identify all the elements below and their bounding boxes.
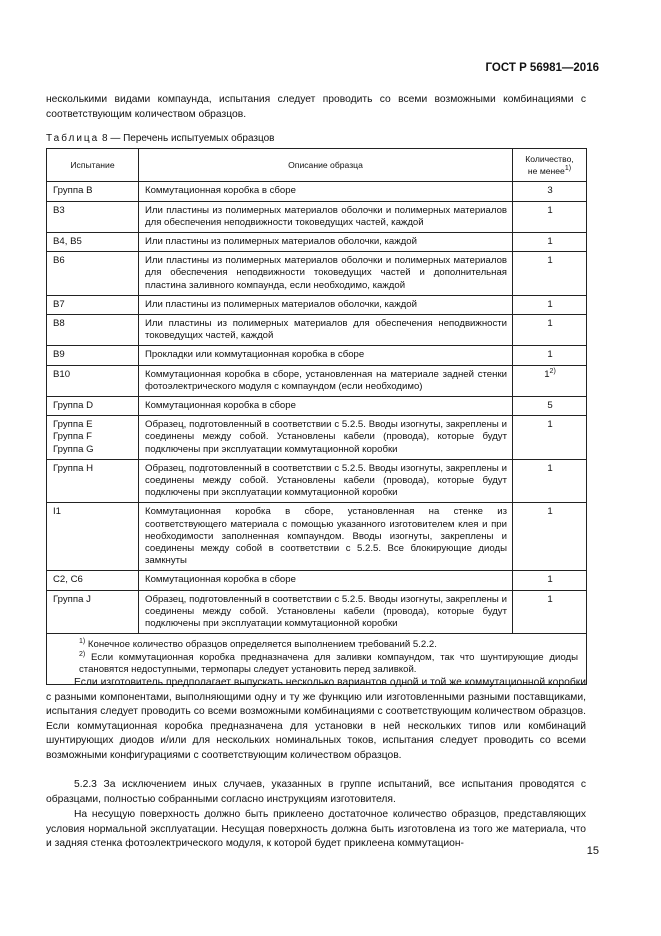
note-2 <box>55 652 578 677</box>
cell-quantity-value: 3 <box>547 185 553 197</box>
cell-description: Или пластины из полимерных материалов оболочки, каждой <box>139 233 513 252</box>
table-caption <box>46 133 274 144</box>
cell-test: C2, C6 <box>47 571 139 590</box>
table-row <box>47 201 587 232</box>
table-row <box>47 365 587 396</box>
cell-description: Коммутационная коробка в сборе <box>139 397 513 416</box>
cell-quantity <box>513 416 587 460</box>
cell-quantity <box>513 252 587 296</box>
cell-test: Группа J <box>47 590 139 634</box>
cell-description: Коммутационная коробка в сборе <box>139 571 513 590</box>
cell-quantity-value: 1 <box>547 255 553 267</box>
table-row <box>47 315 587 346</box>
table-row <box>47 346 587 365</box>
samples-table <box>46 148 587 685</box>
cell-test: B9 <box>47 346 139 365</box>
body-paragraph-2: 5.2.3 За исключением иных случаев, указанных в группе испытаний, все испытания проводятся с образцами, полностью собранными согласно инструкциям изготовителя. <box>46 779 586 805</box>
note-2-text: Если коммутационная коробка предназначена для заливки компаундом, так что шунтирующие диоды становятся недоступными, термопары следует установить перед заливкой. <box>79 651 578 676</box>
table-caption-text: 8 — Перечень испытуемых образцов <box>99 133 275 144</box>
header-quantity-line1: Количество, <box>525 154 574 164</box>
table-row <box>47 459 587 503</box>
cell-quantity-value: 1 <box>547 419 553 431</box>
header-quantity-footnote: 1) <box>564 165 572 173</box>
note-2-mark: 2) <box>79 650 86 658</box>
cell-description: Или пластины из полимерных материалов оболочки и полимерных материалов для обеспечения неподвижности токоведущих частей и дополнительная пластина заливного компаунда, если необходимо, каждой <box>139 252 513 296</box>
cell-quantity-value: 1 <box>547 574 553 586</box>
note-1-mark: 1) <box>79 638 86 646</box>
table-header-row <box>47 149 587 182</box>
cell-quantity-value: 1 <box>547 298 553 310</box>
cell-description: Или пластины из полимерных материалов для обеспечения неподвижности токоведущих частей, каждой <box>139 315 513 346</box>
cell-quantity-value: 1 <box>547 349 553 361</box>
cell-description: Коммутационная коробка в сборе <box>139 182 513 201</box>
header-quantity <box>513 149 587 182</box>
cell-quantity-value: 1 <box>547 318 553 330</box>
cell-quantity <box>513 346 587 365</box>
cell-test: B3 <box>47 201 139 232</box>
cell-test: Группа B <box>47 182 139 201</box>
table-row <box>47 397 587 416</box>
cell-test: B4, B5 <box>47 233 139 252</box>
cell-quantity <box>513 571 587 590</box>
table-row <box>47 233 587 252</box>
intro-paragraph: несколькими видами компаунда, испытания следует проводить со всеми возможными комбинациями с соответствующим количеством образцов. <box>46 94 586 120</box>
table-row <box>47 252 587 296</box>
table-row <box>47 571 587 590</box>
table-row <box>47 416 587 460</box>
cell-description: Коммутационная коробка в сборе, установленная на стенке из соответствующего материала с помощью указанного изготовителем клея и при необходимости заполненная компаундом. Вводы изогнуты, закреплены и соединены между собой в соответствии с 5.2.5. Все блокирующие диоды замкнуты <box>139 503 513 571</box>
cell-test: B6 <box>47 252 139 296</box>
cell-quantity-footnote: 2) <box>549 367 556 375</box>
standard-designation: ГОСТ Р 56981—2016 <box>485 62 599 74</box>
table-row <box>47 503 587 571</box>
cell-quantity <box>513 459 587 503</box>
cell-quantity <box>513 590 587 634</box>
cell-description: Или пластины из полимерных материалов оболочки, каждой <box>139 295 513 314</box>
header-test: Испытание <box>47 149 139 182</box>
cell-test: I1 <box>47 503 139 571</box>
cell-test: Группа D <box>47 397 139 416</box>
cell-quantity <box>513 201 587 232</box>
cell-quantity <box>513 365 587 396</box>
cell-quantity-value: 1 <box>547 506 553 518</box>
cell-quantity-value: 1 <box>547 593 553 605</box>
cell-test: Группа E Группа F Группа G <box>47 416 139 460</box>
cell-description: Коммутационная коробка в сборе, установленная на материале задней стенки фотоэлектрического модуля с компаундом (если необходимо) <box>139 365 513 396</box>
cell-quantity <box>513 503 587 571</box>
cell-quantity <box>513 233 587 252</box>
cell-quantity-value: 5 <box>547 400 553 412</box>
header-quantity-line2: не менее <box>527 166 565 177</box>
table-body <box>47 182 587 634</box>
page-number: 15 <box>586 845 599 857</box>
cell-quantity-value: 1 <box>547 236 553 248</box>
cell-quantity-value: 1 <box>547 462 553 474</box>
cell-description: Или пластины из полимерных материалов оболочки и полимерных материалов для обеспечения неподвижности токоведущих частей, каждой <box>139 201 513 232</box>
note-1 <box>55 639 578 651</box>
body-paragraph-1: Если изготовитель предполагает выпускать несколько вариантов одной и той же коммутационной коробки с разными компонентами, выполняющими одну и ту же функцию или изготовленными разными поставщиками, испытания следует проводить со всеми возможными комбинациями с соответствующим количеством образцов. Если коммутационная коробка предназначена для установки в ней нескольких типов или комбинаций шунтирующих диодов и/или для нескольких номинальных токов, испытания следует проводить со всеми возможными конфигурациями с соответствующим количеством образцов. <box>46 677 586 761</box>
table-row <box>47 182 587 201</box>
cell-description: Образец, подготовленный в соответствии с 5.2.5. Вводы изогнуты, закреплены и соединены между собой. Установлены кабели (провода), которые будут подключены при эксплуатации коммутационной коробки <box>139 416 513 460</box>
table-row <box>47 295 587 314</box>
cell-test: B7 <box>47 295 139 314</box>
cell-quantity <box>513 315 587 346</box>
cell-quantity <box>513 182 587 201</box>
cell-description: Образец, подготовленный в соответствии с 5.2.5. Вводы изогнуты, закреплены и соединены между собой. Установлены кабели (провода), которые будут подключены при эксплуатации коммутационной коробки <box>139 590 513 634</box>
cell-quantity <box>513 397 587 416</box>
cell-description: Образец, подготовленный в соответствии с 5.2.5. Вводы изогнуты, закреплены и соединены между собой. Установлены кабели (провода), которые будут подключены при эксплуатации коммутационной коробки <box>139 459 513 503</box>
cell-test: Группа H <box>47 459 139 503</box>
cell-test: B10 <box>47 365 139 396</box>
header-description: Описание образца <box>139 149 513 182</box>
cell-description: Прокладки или коммутационная коробка в сборе <box>139 346 513 365</box>
table-row <box>47 590 587 634</box>
cell-quantity-value: 1 <box>547 204 553 216</box>
table-caption-label: Таблица <box>46 133 100 144</box>
body-paragraph-3: На несущую поверхность должно быть приклеено достаточное количество образцов, представляющих условия нормальной эксплуатации. Несущая поверхность должна быть изготовлена из того же материала, что и задняя стенка фотоэлектрического модуля, к которой будет приклеена коммутацион- <box>46 809 586 850</box>
note-1-text: Конечное количество образцов определяется выполнением требований 5.2.2. <box>85 639 437 651</box>
cell-quantity-value: 1 <box>544 368 550 380</box>
cell-test: B8 <box>47 315 139 346</box>
cell-quantity <box>513 295 587 314</box>
